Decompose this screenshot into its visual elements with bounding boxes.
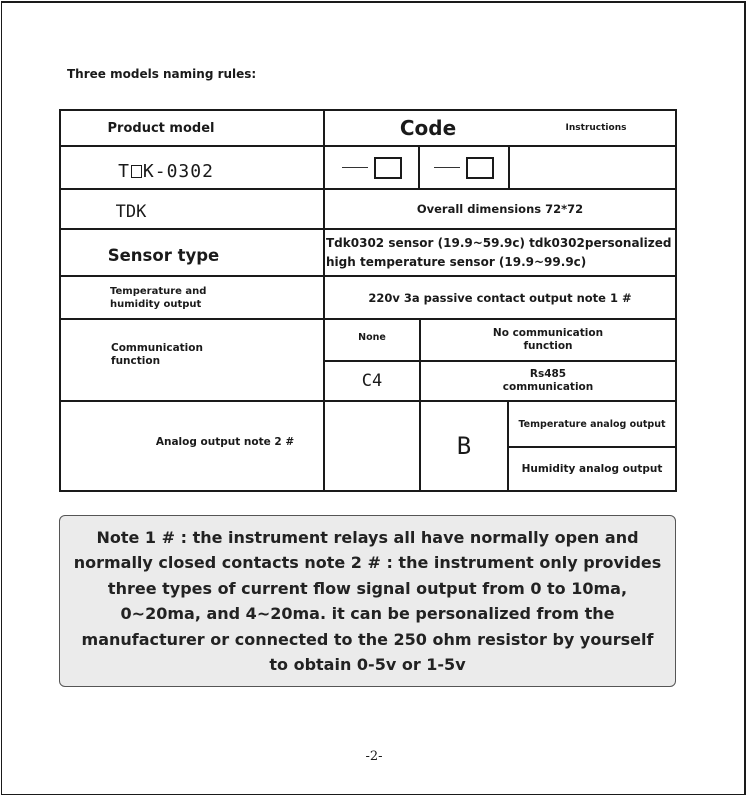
sensor-type-line-2: high temperature sensor (19.9~99.9c) (326, 254, 587, 269)
sensor-type-label: Sensor type (107, 245, 220, 265)
dash-icon (434, 167, 460, 168)
model-pattern (61, 147, 271, 188)
code-box-icon (374, 157, 402, 179)
comm-desc-c4 (421, 362, 675, 400)
communication-label (111, 320, 271, 400)
notes-text: Note 1 # : the instrument relays all have normally open and normally closed contacts note 2 # : the instrument only provides three types of current flow signal output from 0 to 10ma, 0~20ma, and 4~20ma. it can be personalized from the manufacturer or connected to the 250 ohm resistor by yourself to obtain 0-5v or 1-5v (73, 527, 662, 674)
code-slot-1 (325, 147, 418, 188)
communication-label-line-2: function (111, 355, 161, 367)
analog-option-temperature: Temperature analog output (518, 418, 666, 430)
output-label-line-1: Temperature and (110, 285, 207, 297)
comm-desc-none-line-2: function (523, 340, 573, 352)
header-product-model: Product model (107, 120, 215, 136)
dimensions-value: Overall dimensions 72*72 (416, 202, 584, 216)
comm-code-c4: C4 (361, 371, 383, 391)
page-heading: Three models naming rules: (67, 67, 257, 81)
output-label (110, 277, 270, 318)
analog-option-humidity: Humidity analog output (521, 463, 663, 475)
analog-code-b: B (456, 432, 472, 460)
header-instructions: Instructions (565, 123, 627, 133)
sensor-type-line-1: Tdk0302 sensor (19.9~59.9c) tdk0302personalized (326, 235, 672, 250)
table-border-right (675, 109, 677, 492)
comm-desc-c4-line-2: communication (502, 381, 594, 393)
comm-code-none: None (358, 331, 386, 343)
output-value: 220v 3a passive contact output note 1 # (368, 290, 632, 305)
comm-desc-c4-line-1: Rs485 (529, 368, 567, 380)
sensor-type-value (326, 230, 675, 275)
notes-box (59, 515, 676, 687)
output-label-line-2: humidity output (110, 298, 202, 310)
model-suffix: K-0302 (142, 161, 214, 182)
code-slot-2 (420, 147, 508, 188)
comm-desc-none-line-1: No communication (492, 327, 604, 339)
header-code: Code (399, 116, 457, 140)
placeholder-box-icon (131, 165, 142, 178)
tdk-label: TDK (115, 202, 147, 222)
page-number: -2- (365, 749, 383, 764)
analog-output-label: Analog output note 2 # (155, 436, 295, 448)
table-border-bottom (59, 490, 677, 492)
communication-label-line-1: Communication (111, 342, 203, 354)
code-box-icon (466, 157, 494, 179)
comm-desc-none (421, 320, 675, 360)
table-divider (508, 145, 510, 189)
dash-icon (342, 167, 368, 168)
model-prefix: T (118, 161, 130, 182)
